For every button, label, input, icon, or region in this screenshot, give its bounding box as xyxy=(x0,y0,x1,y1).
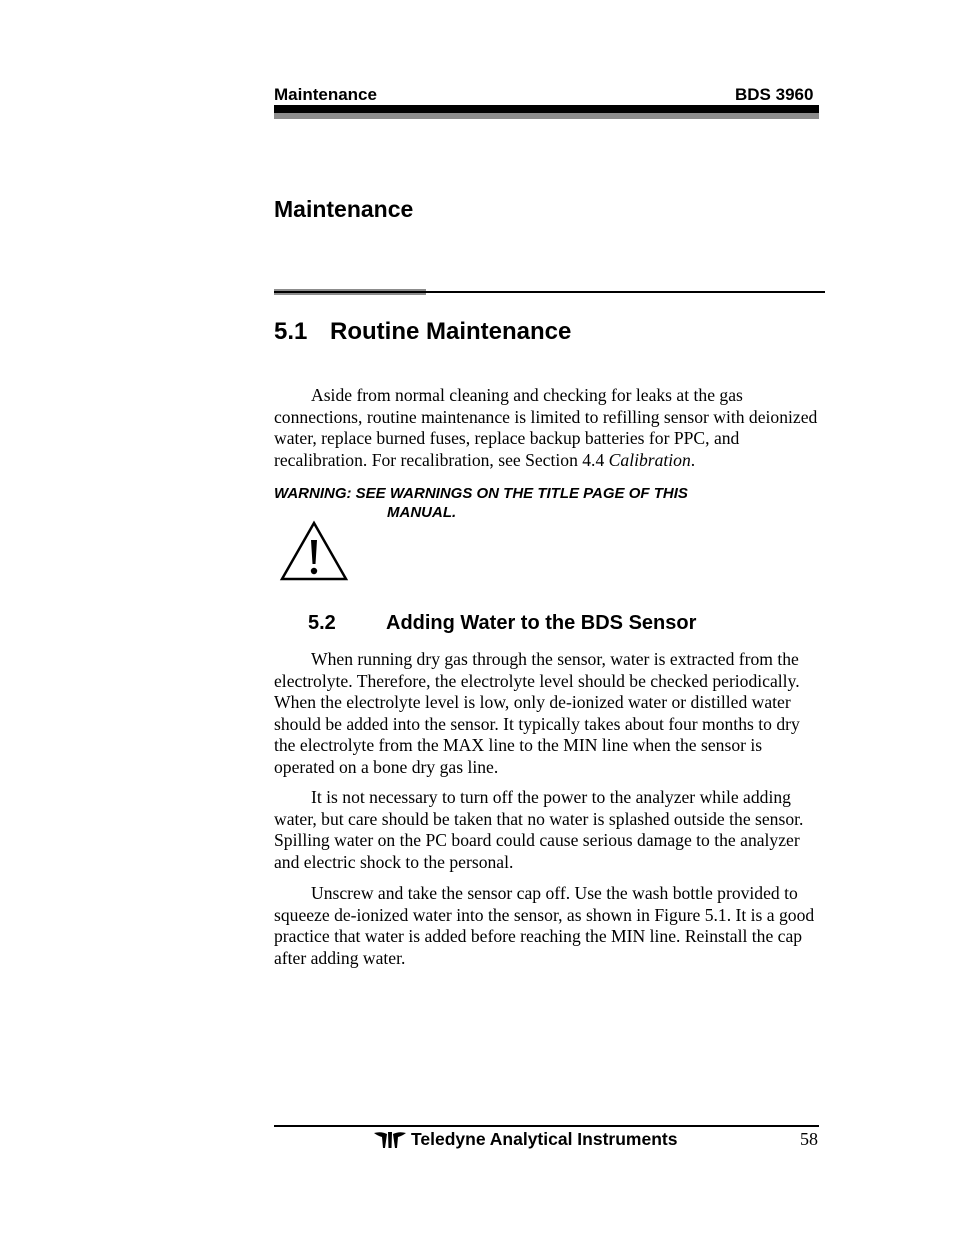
warning-notice xyxy=(274,484,688,522)
section-5-1-heading xyxy=(274,318,571,346)
paragraph-main-text: Aside from normal cleaning and checking for leaks at the gas connections, routine maintenance is limited to refilling sensor with deionized water, replace burned fuses, replace backup batteries for PPC, and recalibration. For recalibration, see Section 4.4 xyxy=(274,385,818,470)
section-5-2-paragraph-2 xyxy=(274,787,822,873)
running-header-model: BDS 3960 xyxy=(735,85,814,104)
header-rule-thick xyxy=(274,105,819,113)
section-5-1-number: 5.1 xyxy=(274,318,308,345)
section-5-2-title: Adding Water to the BDS Sensor xyxy=(386,612,697,634)
section-5-1-paragraph xyxy=(274,385,822,471)
paragraph-text: It is not necessary to turn off the power to the analyzer while adding water, but care should be taken that no water is splashed outside the sensor. Spilling water on the PC board could cause serious damage to the analyzer and electric shock to the personal. xyxy=(274,787,804,872)
warning-line-1: WARNING: SEE WARNINGS ON THE TITLE PAGE OF THIS xyxy=(274,485,688,502)
section-5-2-paragraph-3 xyxy=(274,883,822,969)
teledyne-logo-icon xyxy=(373,1130,407,1150)
section-5-2-heading xyxy=(308,612,696,635)
footer-rule xyxy=(274,1125,819,1127)
header-rule-gray xyxy=(274,113,819,119)
paragraph-text: Unscrew and take the sensor cap off. Use the wash bottle provided to squeeze de-ionized water into the sensor, as shown in Figure 5.1. It is a good practice that water is added before reaching the MIN line. Reinstall the cap after adding water. xyxy=(274,883,815,968)
warning-triangle-icon xyxy=(279,520,349,582)
section-rule-thin xyxy=(274,291,825,293)
chapter-title: Maintenance xyxy=(274,196,414,222)
section-5-2-paragraph-1 xyxy=(274,649,822,779)
section-5-2-number: 5.2 xyxy=(308,612,336,634)
calibration-reference: Calibration xyxy=(608,449,691,470)
section-5-1-title: Routine Maintenance xyxy=(330,318,572,345)
running-header-section: Maintenance xyxy=(274,85,377,104)
footer-company-name: Teledyne Analytical Instruments xyxy=(411,1129,678,1149)
page-number: 58 xyxy=(800,1129,818,1149)
warning-line-2: MANUAL. xyxy=(387,504,457,521)
paragraph-text: When running dry gas through the sensor, water is extracted from the electrolyte. Therefore, the electrolyte level should be checked periodically. When the electrolyte level is low, only de-ionized water or distilled water should be added into the sensor. It typically takes about four months to dry the electrolyte from the MAX line to the MIN line when the sensor is operated on a bone dry gas line. xyxy=(274,649,800,777)
paragraph-end: . xyxy=(690,449,696,470)
